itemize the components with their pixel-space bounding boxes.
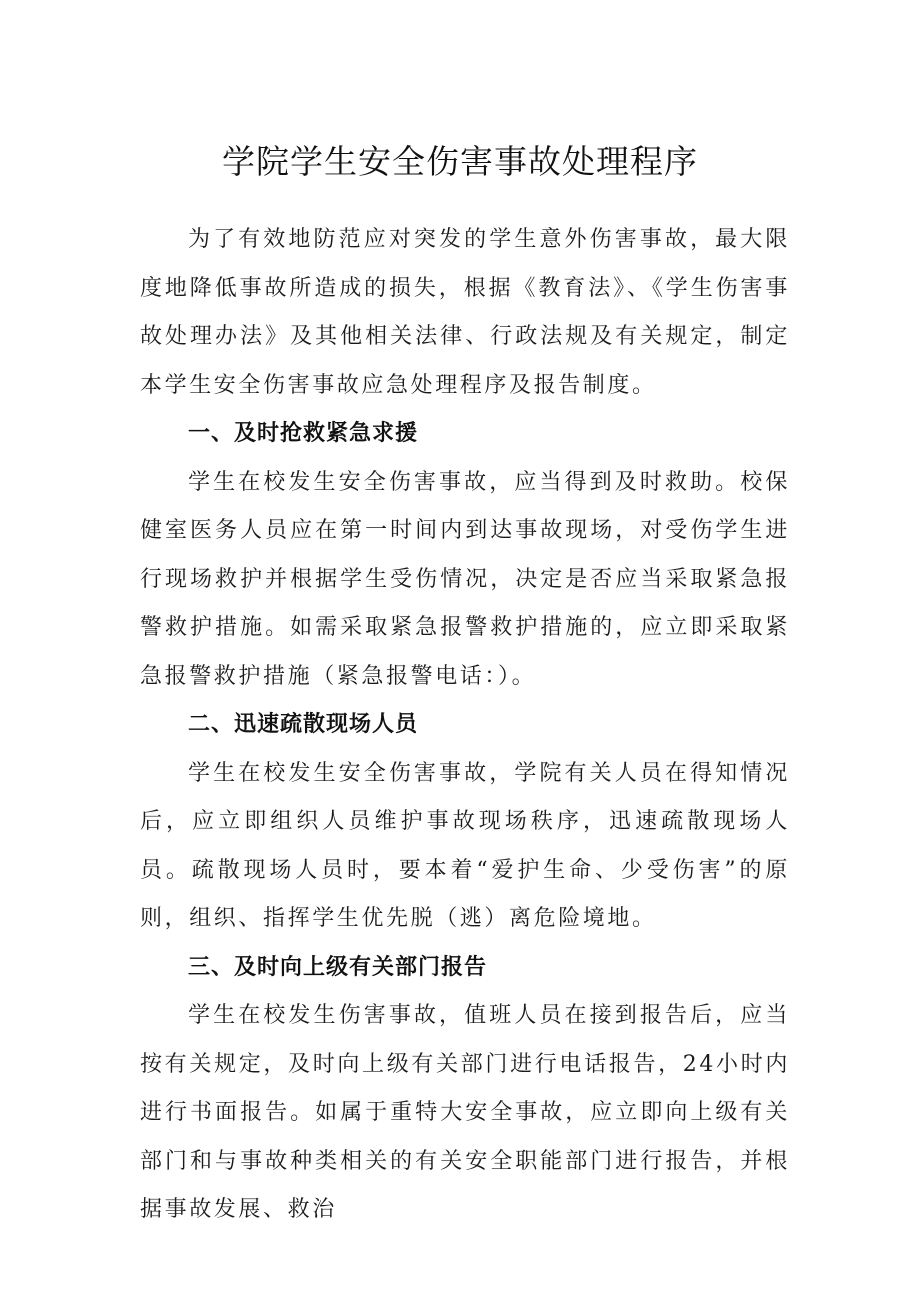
document-title: 学院学生安全伤害事故处理程序 xyxy=(222,142,698,181)
document-body xyxy=(140,216,790,1235)
section-2-paragraph: 学生在校发生安全伤害事故，学院有关人员在得知情况后，应立即组织人员维护事故现场秩序，迅速疏散现场人员。疏散现场人员时，要本着“爱护生命、少受伤害”的原则，组织、指挥学生优先脱（逃）离危险境地。 xyxy=(140,760,790,931)
section-3-paragraph: 学生在校发生伤害事故，值班人员在接到报告后，应当按有关规定，及时向上级有关部门进行电话报告，24小时内进行书面报告。如属于重特大安全事故，应立即向上级有关部门和与事故种类相关的有关安全职能部门进行报告，并根据事故发展、救治 xyxy=(140,1003,790,1222)
section-1-heading: 一、及时抢救紧急求援 xyxy=(188,421,419,446)
section-2-heading: 二、迅速疏散现场人员 xyxy=(188,712,419,737)
section-1-paragraph: 学生在校发生安全伤害事故，应当得到及时救助。校保健室医务人员应在第一时间内到达事故现场，对受伤学生进行现场救护并根据学生受伤情况，决定是否应当采取紧急报警救护措施。如需采取紧急报警救护措施的，应立即采取紧急报警救护措施（紧急报警电话：）。 xyxy=(140,469,790,689)
section-3-heading: 三、及时向上级有关部门报告 xyxy=(188,954,488,980)
intro-paragraph: 为了有效地防范应对突发的学生意外伤害事故，最大限度地降低事故所造成的损失，根据《教育法》、《学生伤害事故处理办法》及其他相关法律、行政法规及有关规定，制定本学生安全伤害事故应急处理程序及报告制度。 xyxy=(140,227,790,398)
